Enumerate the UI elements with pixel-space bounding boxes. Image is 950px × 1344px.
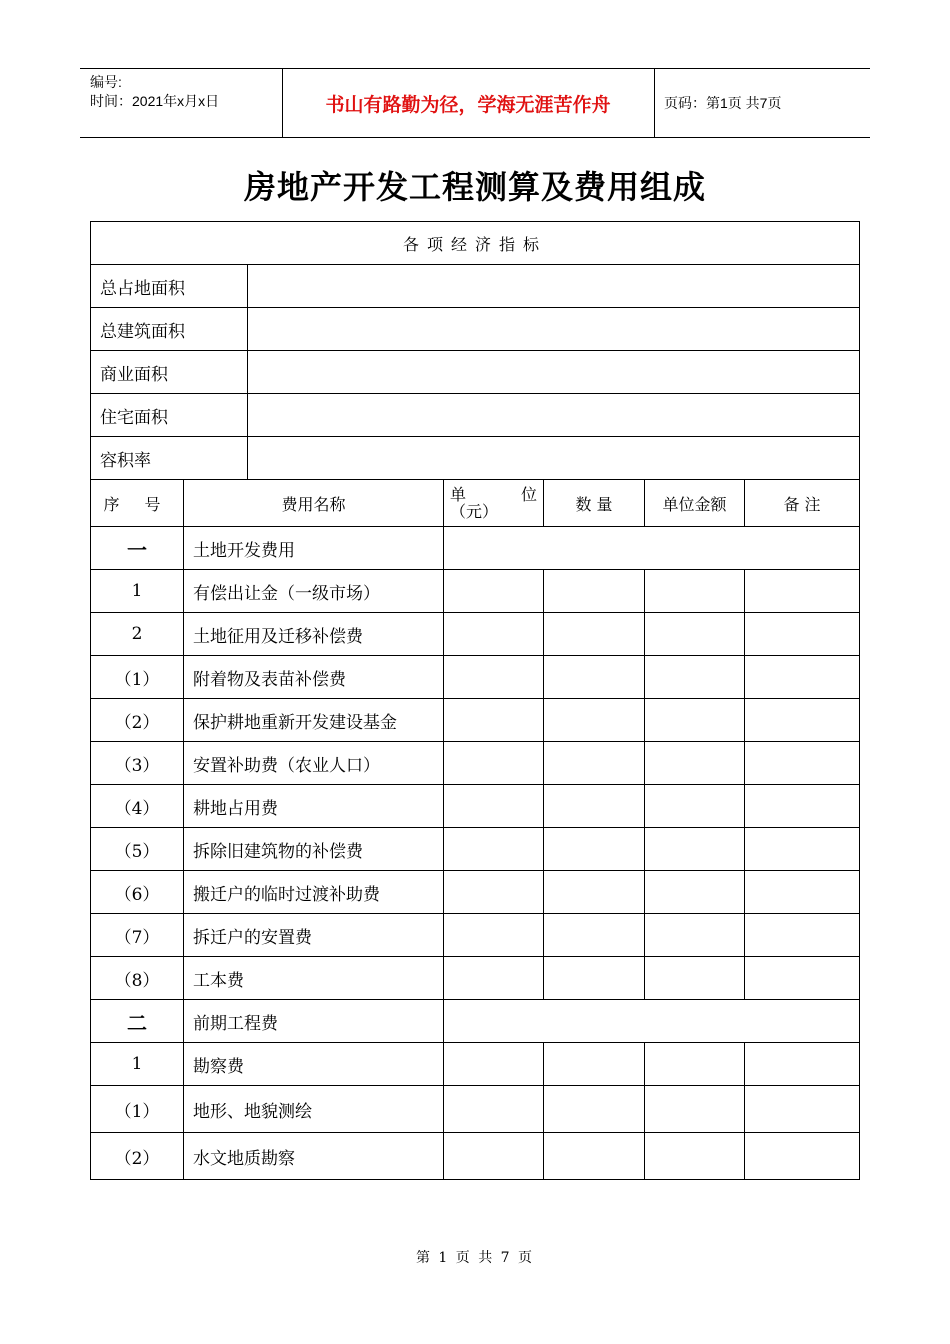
indicator-value-cell[interactable] <box>248 308 860 351</box>
cost-row <box>91 742 860 785</box>
cost-row <box>91 699 860 742</box>
cost-price-cell[interactable] <box>645 699 745 742</box>
cost-unit-cell[interactable] <box>444 656 544 699</box>
cost-price-cell[interactable] <box>645 871 745 914</box>
cost-remark-cell[interactable] <box>745 1133 860 1180</box>
cost-seq: 二 <box>91 1000 184 1043</box>
cost-name: 安置补助费（农业人口） <box>184 742 444 785</box>
cost-table <box>90 479 860 1180</box>
cost-name: 工本费 <box>184 957 444 1000</box>
indicators-table <box>90 221 860 480</box>
cost-qty-cell[interactable] <box>544 1133 645 1180</box>
cost-remark-cell[interactable] <box>745 1086 860 1133</box>
cost-unit-cell[interactable] <box>444 699 544 742</box>
cost-price-cell[interactable] <box>645 914 745 957</box>
col-header-unit <box>444 480 544 527</box>
cost-row <box>91 570 860 613</box>
indicator-label: 容积率 <box>91 437 248 480</box>
cost-unit-cell[interactable] <box>444 742 544 785</box>
cost-remark-cell[interactable] <box>745 957 860 1000</box>
cost-seq: 1 <box>91 570 184 613</box>
cost-qty-cell[interactable] <box>544 828 645 871</box>
cost-remark-cell[interactable] <box>745 914 860 957</box>
cost-qty-cell[interactable] <box>544 570 645 613</box>
indicator-row <box>91 265 860 308</box>
col-header-remark: 备 注 <box>745 480 860 527</box>
cost-name: 拆迁户的安置费 <box>184 914 444 957</box>
cost-row <box>91 656 860 699</box>
header-divider <box>654 69 655 137</box>
cost-remark-cell[interactable] <box>745 656 860 699</box>
unit-label-part: （元） <box>450 502 499 521</box>
cost-unit-cell[interactable] <box>444 828 544 871</box>
cost-name: 地形、地貌测绘 <box>184 1086 444 1133</box>
cost-row <box>91 1043 860 1086</box>
cost-name: 附着物及表苗补偿费 <box>184 656 444 699</box>
time-text: 时间：2021年x月x日 <box>90 93 220 109</box>
cost-seq: （7） <box>91 914 184 957</box>
cost-price-cell[interactable] <box>645 613 745 656</box>
cost-seq: 一 <box>91 527 184 570</box>
indicators-heading: 各项经济指标 <box>91 222 860 265</box>
cost-seq: （2） <box>91 699 184 742</box>
cost-section-row <box>91 1000 860 1043</box>
cost-qty-cell[interactable] <box>544 656 645 699</box>
cost-remark-cell[interactable] <box>745 613 860 656</box>
cost-unit-cell[interactable] <box>444 1133 544 1180</box>
cost-row <box>91 785 860 828</box>
cost-unit-cell[interactable] <box>444 613 544 656</box>
cost-qty-cell[interactable] <box>544 1086 645 1133</box>
cost-price-cell[interactable] <box>645 1043 745 1086</box>
cost-qty-cell[interactable] <box>544 871 645 914</box>
cost-seq: （4） <box>91 785 184 828</box>
indicator-value-cell[interactable] <box>248 437 860 480</box>
cost-row <box>91 828 860 871</box>
indicator-row <box>91 308 860 351</box>
cost-price-cell[interactable] <box>645 785 745 828</box>
indicator-label: 商业面积 <box>91 351 248 394</box>
cost-unit-cell[interactable] <box>444 785 544 828</box>
cost-qty-cell[interactable] <box>544 1043 645 1086</box>
indicator-value-cell[interactable] <box>248 394 860 437</box>
cost-name: 搬迁户的临时过渡补助费 <box>184 871 444 914</box>
cost-unit-cell[interactable] <box>444 871 544 914</box>
cost-seq: 1 <box>91 1043 184 1086</box>
col-header-seq: 序 号 <box>91 480 184 527</box>
cost-name: 拆除旧建筑物的补偿费 <box>184 828 444 871</box>
cost-seq: （2） <box>91 1133 184 1180</box>
cost-name: 水文地质勘察 <box>184 1133 444 1180</box>
cost-price-cell[interactable] <box>645 656 745 699</box>
cost-remark-cell[interactable] <box>745 1043 860 1086</box>
cost-qty-cell[interactable] <box>544 742 645 785</box>
cost-remark-cell[interactable] <box>745 828 860 871</box>
cost-qty-cell[interactable] <box>544 699 645 742</box>
cost-qty-cell[interactable] <box>544 957 645 1000</box>
page-footer: 第 1 页 共 7 页 <box>415 1250 535 1266</box>
cost-unit-cell[interactable] <box>444 1086 544 1133</box>
cost-section-blank[interactable] <box>444 1000 860 1043</box>
cost-seq: （3） <box>91 742 184 785</box>
code-label: 编号: <box>90 74 122 90</box>
cost-remark-cell[interactable] <box>745 785 860 828</box>
cost-unit-cell[interactable] <box>444 1043 544 1086</box>
cost-name: 有偿出让金（一级市场） <box>184 570 444 613</box>
cost-row <box>91 1086 860 1133</box>
cost-price-cell[interactable] <box>645 570 745 613</box>
indicator-row <box>91 437 860 480</box>
indicators-heading-row <box>91 222 860 265</box>
indicator-label: 总建筑面积 <box>91 308 248 351</box>
indicator-label: 总占地面积 <box>91 265 248 308</box>
cost-name: 耕地占用费 <box>184 785 444 828</box>
cost-name: 土地征用及迁移补偿费 <box>184 613 444 656</box>
cost-name: 前期工程费 <box>184 1000 444 1043</box>
cost-price-cell[interactable] <box>645 1133 745 1180</box>
indicator-value-cell[interactable] <box>248 351 860 394</box>
indicator-label: 住宅面积 <box>91 394 248 437</box>
cost-seq: （8） <box>91 957 184 1000</box>
header-meta <box>90 73 219 111</box>
cost-row <box>91 871 860 914</box>
cost-row <box>91 613 860 656</box>
cost-row <box>91 914 860 957</box>
cost-name: 土地开发费用 <box>184 527 444 570</box>
header-page-number: 页码：第1页 共7页 <box>664 95 782 111</box>
cost-seq: （5） <box>91 828 184 871</box>
cost-name: 勘察费 <box>184 1043 444 1086</box>
col-header-qty: 数 量 <box>544 480 645 527</box>
header-motto: 书山有路勤为径，学海无涯苦作舟 <box>325 93 611 116</box>
unit-label-part: 单 <box>450 485 467 504</box>
cost-unit-cell[interactable] <box>444 570 544 613</box>
cost-price-cell[interactable] <box>645 828 745 871</box>
cost-name: 保护耕地重新开发建设基金 <box>184 699 444 742</box>
cost-unit-cell[interactable] <box>444 957 544 1000</box>
cost-seq: 2 <box>91 613 184 656</box>
cost-qty-cell[interactable] <box>544 914 645 957</box>
cost-unit-cell[interactable] <box>444 914 544 957</box>
indicator-value-cell[interactable] <box>248 265 860 308</box>
cost-header-row <box>91 480 860 527</box>
col-header-name: 费用名称 <box>184 480 444 527</box>
cost-row <box>91 1133 860 1180</box>
cost-remark-cell[interactable] <box>745 742 860 785</box>
cost-remark-cell[interactable] <box>745 871 860 914</box>
indicator-row <box>91 394 860 437</box>
page-title: 房地产开发工程测算及费用组成 <box>243 168 706 206</box>
cost-section-row <box>91 527 860 570</box>
unit-label-part: 位 <box>520 485 537 504</box>
cost-qty-cell[interactable] <box>544 613 645 656</box>
cost-remark-cell[interactable] <box>745 699 860 742</box>
document-header <box>80 68 870 138</box>
cost-price-cell[interactable] <box>645 957 745 1000</box>
cost-seq: （1） <box>91 1086 184 1133</box>
cost-row <box>91 957 860 1000</box>
cost-price-cell[interactable] <box>645 742 745 785</box>
col-header-unit-price: 单位金额 <box>645 480 745 527</box>
cost-section-blank[interactable] <box>444 527 860 570</box>
cost-remark-cell[interactable] <box>745 570 860 613</box>
cost-qty-cell[interactable] <box>544 785 645 828</box>
cost-seq: （6） <box>91 871 184 914</box>
indicator-row <box>91 351 860 394</box>
cost-seq: （1） <box>91 656 184 699</box>
cost-price-cell[interactable] <box>645 1086 745 1133</box>
